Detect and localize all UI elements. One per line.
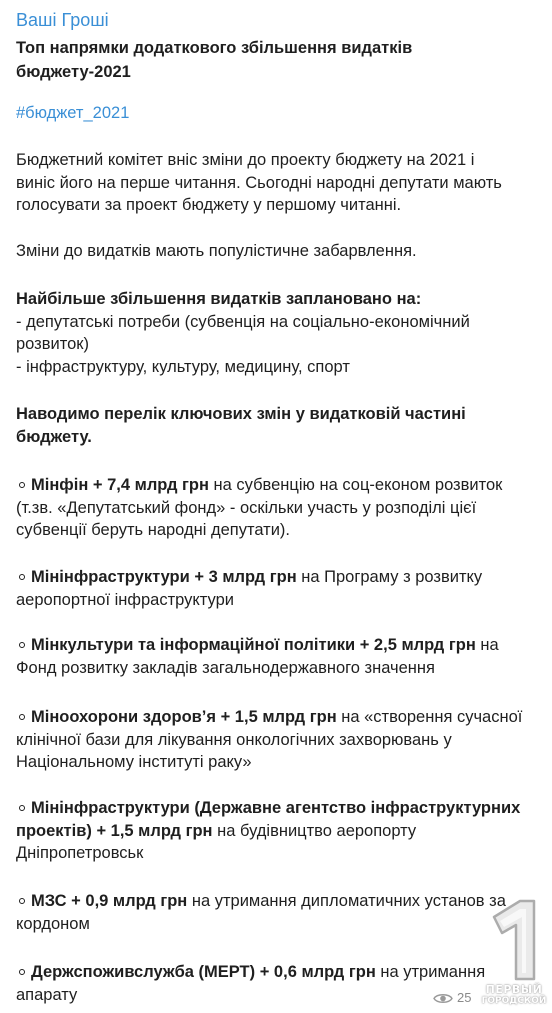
change-item xyxy=(16,474,541,542)
change-item-amount: МЗС + 0,9 млрд грн xyxy=(31,892,188,910)
post-title-line: Топ напрямки додаткового збільшення видатків xyxy=(16,39,413,57)
intro-paragraph xyxy=(16,149,541,217)
views-count: 25 xyxy=(457,990,472,1005)
change-item-line xyxy=(16,566,541,589)
change-item-amount: Міноохорони здоров’я + 1,5 млрд грн xyxy=(31,708,337,726)
eye-icon xyxy=(433,992,453,1005)
number-one-logo-icon xyxy=(476,895,552,983)
change-item-purpose: на будівництво аеропорту xyxy=(212,821,417,840)
intro-line: голосувати за проект бюджету у першому читанні. xyxy=(16,196,402,214)
hashtag-link[interactable]: #бюджет_2021 xyxy=(16,104,130,122)
channel-name[interactable]: Ваші Гроші xyxy=(16,10,109,30)
change-item-purpose: на утримання xyxy=(375,963,486,981)
changes-heading-line: бюджету. xyxy=(16,427,92,446)
change-item-line xyxy=(16,890,541,913)
changes-heading-line: Наводимо перелік ключових змін у видатковій частині xyxy=(16,405,466,423)
change-item-line: (т.зв. «Депутатський фонд» - оскільки участь у розподілі цієї xyxy=(16,498,477,517)
increase-item: - депутатські потреби (субвенція на соціально-економічний xyxy=(16,312,470,331)
change-item-line xyxy=(16,474,541,497)
change-item-line: кордоном xyxy=(16,914,90,933)
intro-line: виніс його на перше читання. Сьогодні народні депутати мають xyxy=(16,173,502,192)
change-item xyxy=(16,566,541,611)
change-item-line xyxy=(16,634,541,657)
change-item-amount: Мінкультури та інформаційної політики + 2,5 млрд грн xyxy=(31,636,476,654)
change-item-purpose: на субвенцію на соц-економ розвиток xyxy=(208,476,503,494)
change-item-line: Дніпропетровськ xyxy=(16,844,144,862)
views-counter xyxy=(433,990,471,1006)
watermark-logo xyxy=(474,895,552,1013)
change-item xyxy=(16,797,541,865)
bullet-icon xyxy=(19,714,25,720)
change-item xyxy=(16,706,541,774)
change-item-line: Національному інституті раку» xyxy=(16,753,252,771)
change-item-amount: Мінінфраструктури + 3 млрд грн xyxy=(31,568,297,586)
bullet-icon xyxy=(19,642,25,648)
increase-heading: Найбільше збільшення видатків заплановано на: xyxy=(16,290,422,308)
increase-section xyxy=(16,288,541,378)
change-item-line: субвенції беруть народні депутати). xyxy=(16,521,291,539)
change-item-line: апарату xyxy=(16,985,78,1004)
changes-heading xyxy=(16,403,541,448)
change-item-line xyxy=(16,706,541,729)
change-item-amount: Мінфін + 7,4 млрд грн xyxy=(31,476,209,494)
bullet-icon xyxy=(19,969,25,975)
watermark-line1: ПЕРВЫЙ xyxy=(485,983,543,996)
change-item-line: Фонд розвитку закладів загальнодержавного значення xyxy=(16,658,435,677)
bullet-icon xyxy=(19,805,25,811)
change-item-line: клінічної бази для лікування онкологічних захворювань у xyxy=(16,730,452,749)
post-title xyxy=(16,36,516,84)
bullet-icon xyxy=(19,898,25,904)
change-item xyxy=(16,890,541,935)
change-item-purpose: на «створення сучасної xyxy=(336,708,523,726)
change-item-line: аеропортної інфраструктури xyxy=(16,590,235,609)
increase-item: розвиток) xyxy=(16,335,89,353)
bullet-icon xyxy=(19,482,25,488)
post-title-line: бюджету-2021 xyxy=(16,63,131,81)
change-item-line xyxy=(16,820,541,843)
increase-item: - інфраструктуру, культуру, медицину, спорт xyxy=(16,357,350,376)
change-item-purpose: на xyxy=(475,636,499,654)
change-item-line xyxy=(16,797,541,820)
watermark-line2: ГОРОДСКОЙ xyxy=(481,996,547,1006)
change-item-purpose: на утримання дипломатичних установ за xyxy=(187,892,506,910)
intro-line: Бюджетний комітет вніс зміни до проекту бюджету на 2021 і xyxy=(16,151,475,169)
bullet-icon xyxy=(19,574,25,580)
change-item-line xyxy=(16,961,541,984)
change-item-amount: Мінінфраструктури (Державне агентство інфраструктурних xyxy=(31,799,521,817)
change-item-purpose: на Програму з розвитку xyxy=(296,568,483,586)
populist-note-text: Зміни до видатків мають популістичне забарвлення. xyxy=(16,242,417,260)
change-item-amount: Держспоживслужба (МЕРТ) + 0,6 млрд грн xyxy=(31,963,376,981)
change-item xyxy=(16,634,541,679)
populist-note xyxy=(16,240,541,263)
change-item-amount: проектів) + 1,5 млрд грн xyxy=(16,821,213,840)
